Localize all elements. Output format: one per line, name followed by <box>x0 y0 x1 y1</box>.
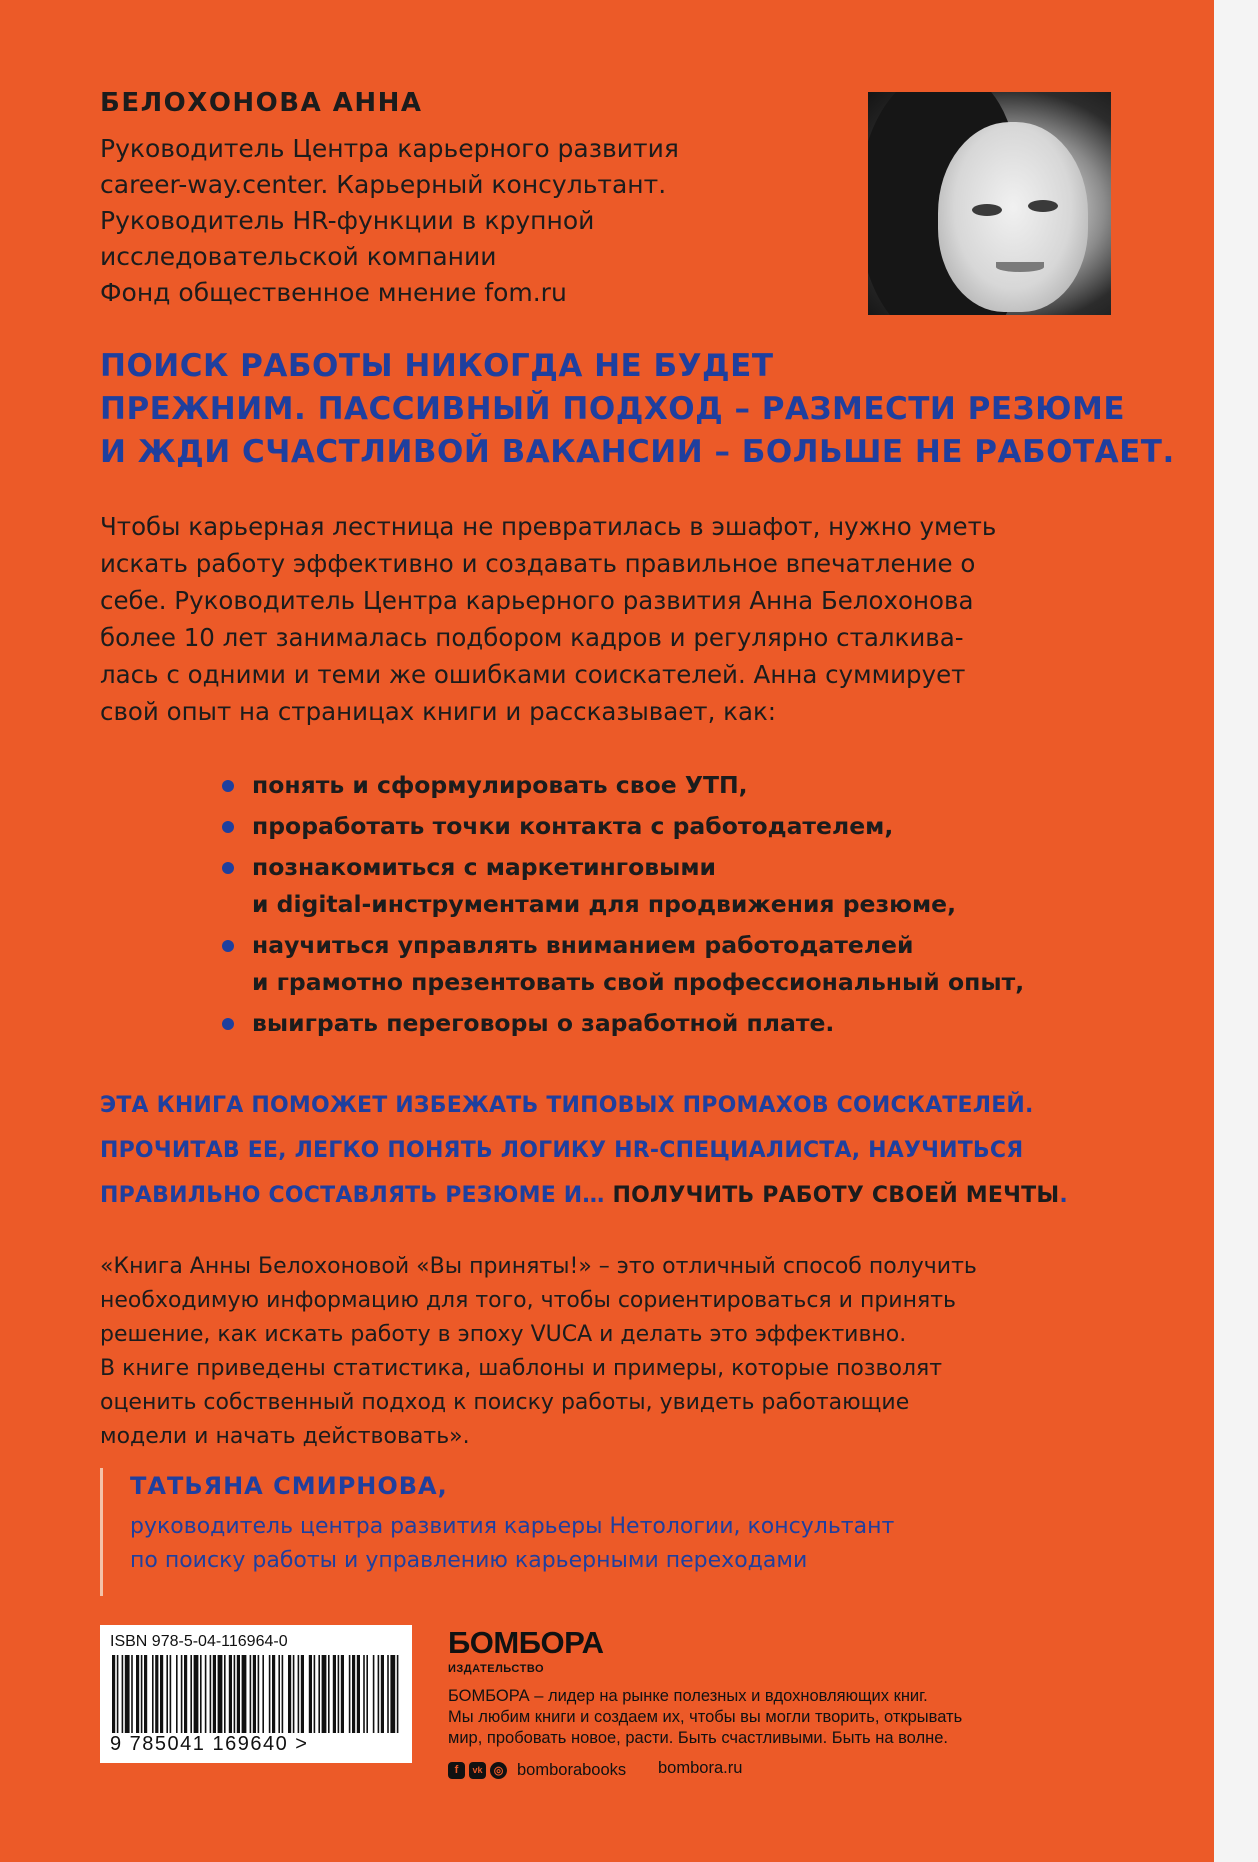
publisher-desc-line: мир, пробовать новое, расти. Быть счастливыми. Быть на волне. <box>448 1729 948 1747</box>
quote-line: оценить собственный подход к поиску работы, увидеть работающие <box>100 1390 910 1415</box>
barcode-bar <box>213 1655 216 1733</box>
barcode-bar <box>253 1655 256 1733</box>
bullet-item: научиться управлять вниманием работодателей <box>252 931 914 959</box>
promo-line: ЭТА КНИГА ПОМОЖЕТ ИЗБЕЖАТЬ ТИПОВЫХ ПРОМАХОВ СОИСКАТЕЛЕЙ. <box>100 1093 1034 1118</box>
barcode-bar <box>181 1655 183 1733</box>
body-line: более 10 лет занималась подбором кадров и регулярно сталкива- <box>100 623 964 652</box>
barcode-bar <box>117 1655 119 1733</box>
headline-line: ПРЕЖНИМ. ПАССИВНЫЙ ПОДХОД – РАЗМЕСТИ РЕЗЮМЕ <box>100 391 1125 427</box>
barcode-bar <box>318 1655 320 1733</box>
barcode-bar <box>363 1655 365 1733</box>
bullet-dot <box>222 780 234 792</box>
quote-line: В книге приведены статистика, шаблоны и примеры, которые позволят <box>100 1356 943 1381</box>
barcode-bar <box>237 1655 240 1733</box>
barcode-bar <box>234 1655 236 1733</box>
barcode-bar <box>152 1655 154 1733</box>
barcode-bar <box>349 1655 351 1733</box>
barcode-bar <box>282 1655 284 1733</box>
isbn-label: ISBN 978-5-04-116964-0 <box>110 1633 288 1650</box>
body-line: Чтобы карьерная лестница не превратилась в эшафот, нужно уметь <box>100 512 997 541</box>
barcode-bar <box>298 1655 300 1733</box>
barcode-bar <box>122 1655 124 1733</box>
barcode-bar <box>278 1655 280 1733</box>
bullet-dot <box>222 1018 234 1030</box>
body-line: свой опыт на страницах книги и рассказывает, как: <box>100 697 777 726</box>
quote-line: модели и начать действовать». <box>100 1424 470 1449</box>
author-name: БЕЛОХОНОВА АННА <box>100 88 423 118</box>
barcode-bar <box>224 1655 226 1733</box>
barcode-bar <box>333 1655 336 1733</box>
bullet-item-continuation: и digital-инструментами для продвижения резюме, <box>252 890 957 918</box>
barcode-bar <box>125 1655 130 1733</box>
barcode-bar <box>229 1655 232 1733</box>
barcode-bar <box>293 1655 295 1733</box>
barcode-bar <box>205 1655 207 1733</box>
barcode-bar <box>131 1655 133 1733</box>
quote-author-role: по поиску работы и управлению карьерными переходами <box>130 1548 808 1573</box>
barcode-bar <box>194 1655 199 1733</box>
barcode-bar <box>210 1655 212 1733</box>
barcode-bar <box>166 1655 168 1733</box>
body-line: себе. Руководитель Центра карьерного развития Анна Белохонова <box>100 586 974 615</box>
quote-line: «Книга Анны Белохоновой «Вы приняты!» – это отличный способ получить <box>100 1254 977 1279</box>
promo-line-end: . <box>1059 1183 1068 1208</box>
barcode-bar <box>141 1655 143 1733</box>
bullet-item: познакомиться с маркетинговыми <box>252 853 717 881</box>
promo-highlight: ПОЛУЧИТЬ РАБОТУ СВОЕЙ МЕЧТЫ <box>612 1183 1060 1208</box>
publisher-website[interactable]: bombora.ru <box>658 1759 743 1777</box>
facebook-icon[interactable]: f <box>448 1762 465 1779</box>
barcode-bar <box>269 1655 271 1733</box>
quote-line: необходимую информацию для того, чтобы сориентироваться и принять <box>100 1288 956 1313</box>
barcode <box>110 1655 402 1733</box>
instagram-icon[interactable]: ◎ <box>490 1762 507 1779</box>
bullet-dot <box>222 862 234 874</box>
barcode-bar <box>288 1655 291 1733</box>
body-line: искать работу эффективно и создавать правильное впечатление о <box>100 549 976 578</box>
author-bio-line: career-way.center. Карьерный консультант. <box>100 170 667 199</box>
barcode-bar <box>262 1655 264 1733</box>
barcode-bar <box>176 1655 178 1733</box>
author-bio-line: Фонд общественное мнение fom.ru <box>100 278 567 307</box>
barcode-bar <box>352 1655 355 1733</box>
barcode-digits: 9 785041 169640 > <box>110 1733 309 1755</box>
barcode-bar <box>309 1655 312 1733</box>
barcode-bar <box>112 1655 115 1733</box>
barcode-bar <box>272 1655 275 1733</box>
social-handle[interactable]: bomborabooks <box>517 1760 627 1779</box>
publisher-desc-line: БОМБОРА – лидер на рынке полезных и вдохновляющих книг. <box>448 1687 928 1705</box>
barcode-bar <box>301 1655 304 1733</box>
barcode-bar <box>390 1655 395 1733</box>
social-links <box>448 1760 626 1780</box>
author-bio-line: Руководитель HR-функции в крупной <box>100 206 595 235</box>
barcode-bar <box>190 1655 192 1733</box>
headline-line: И ЖДИ СЧАСТЛИВОЙ ВАКАНСИИ – БОЛЬШЕ НЕ РАБОТАЕТ. <box>100 434 1175 470</box>
publisher-desc-line: Мы любим книги и создаем их, чтобы вы могли творить, открывать <box>448 1708 963 1726</box>
barcode-bar <box>242 1655 247 1733</box>
author-photo <box>868 92 1111 315</box>
promo-line <box>100 1175 1068 1217</box>
author-bio-line: исследовательской компании <box>100 242 497 271</box>
barcode-bar <box>136 1655 139 1733</box>
headline-line: ПОИСК РАБОТЫ НИКОГДА НЕ БУДЕТ <box>100 348 774 384</box>
author-bio-line: Руководитель Центра карьерного развития <box>100 134 679 163</box>
publisher-logo-subtitle: ИЗДАТЕЛЬСТВО <box>448 1663 545 1675</box>
bullet-item: проработать точки контакта с работодателем, <box>252 812 894 840</box>
barcode-bar <box>338 1655 340 1733</box>
bullet-item-continuation: и грамотно презентовать свой профессиональный опыт, <box>252 968 1025 996</box>
bullet-dot <box>222 821 234 833</box>
barcode-bar <box>397 1655 399 1733</box>
vk-icon[interactable]: vk <box>469 1762 486 1779</box>
bullet-item: понять и сформулировать свое УТП, <box>252 771 748 799</box>
barcode-bar <box>160 1655 163 1733</box>
quote-divider <box>100 1468 103 1596</box>
quote-author-role: руководитель центра развития карьеры Нетологии, консультант <box>130 1514 895 1539</box>
quote-line: решение, как искать работу в эпоху VUCA и делать это эффективно. <box>100 1322 907 1347</box>
barcode-bar <box>328 1655 330 1733</box>
publisher-logo: БОМБОРА <box>448 1625 604 1660</box>
barcode-bar <box>357 1655 360 1733</box>
barcode-bar <box>184 1655 187 1733</box>
barcode-bar <box>322 1655 327 1733</box>
barcode-bar <box>366 1655 368 1733</box>
barcode-bar <box>341 1655 344 1733</box>
barcode-bar <box>258 1655 260 1733</box>
barcode-bar <box>387 1655 389 1733</box>
quote-author-name: ТАТЬЯНА СМИРНОВА, <box>130 1472 448 1500</box>
barcode-bar <box>155 1655 158 1733</box>
bullet-dot <box>222 940 234 952</box>
barcode-bar <box>250 1655 252 1733</box>
barcode-bar <box>200 1655 202 1733</box>
barcode-bar <box>373 1655 375 1733</box>
bullet-item: выиграть переговоры о заработной плате. <box>252 1009 835 1037</box>
barcode-bar <box>218 1655 223 1733</box>
barcode-panel <box>100 1625 412 1763</box>
barcode-bar <box>170 1655 172 1733</box>
barcode-bar <box>144 1655 147 1733</box>
barcode-bar <box>381 1655 384 1733</box>
barcode-bar <box>314 1655 316 1733</box>
promo-line-start: ПРАВИЛЬНО СОСТАВЛЯТЬ РЕЗЮМЕ И… <box>100 1183 613 1208</box>
barcode-bar <box>378 1655 380 1733</box>
promo-line: ПРОЧИТАВ ЕЕ, ЛЕГКО ПОНЯТЬ ЛОГИКУ HR-СПЕЦИАЛИСТА, НАУЧИТЬСЯ <box>100 1138 1024 1163</box>
body-line: лась с одними и теми же ошибками соискателей. Анна суммирует <box>100 660 966 689</box>
